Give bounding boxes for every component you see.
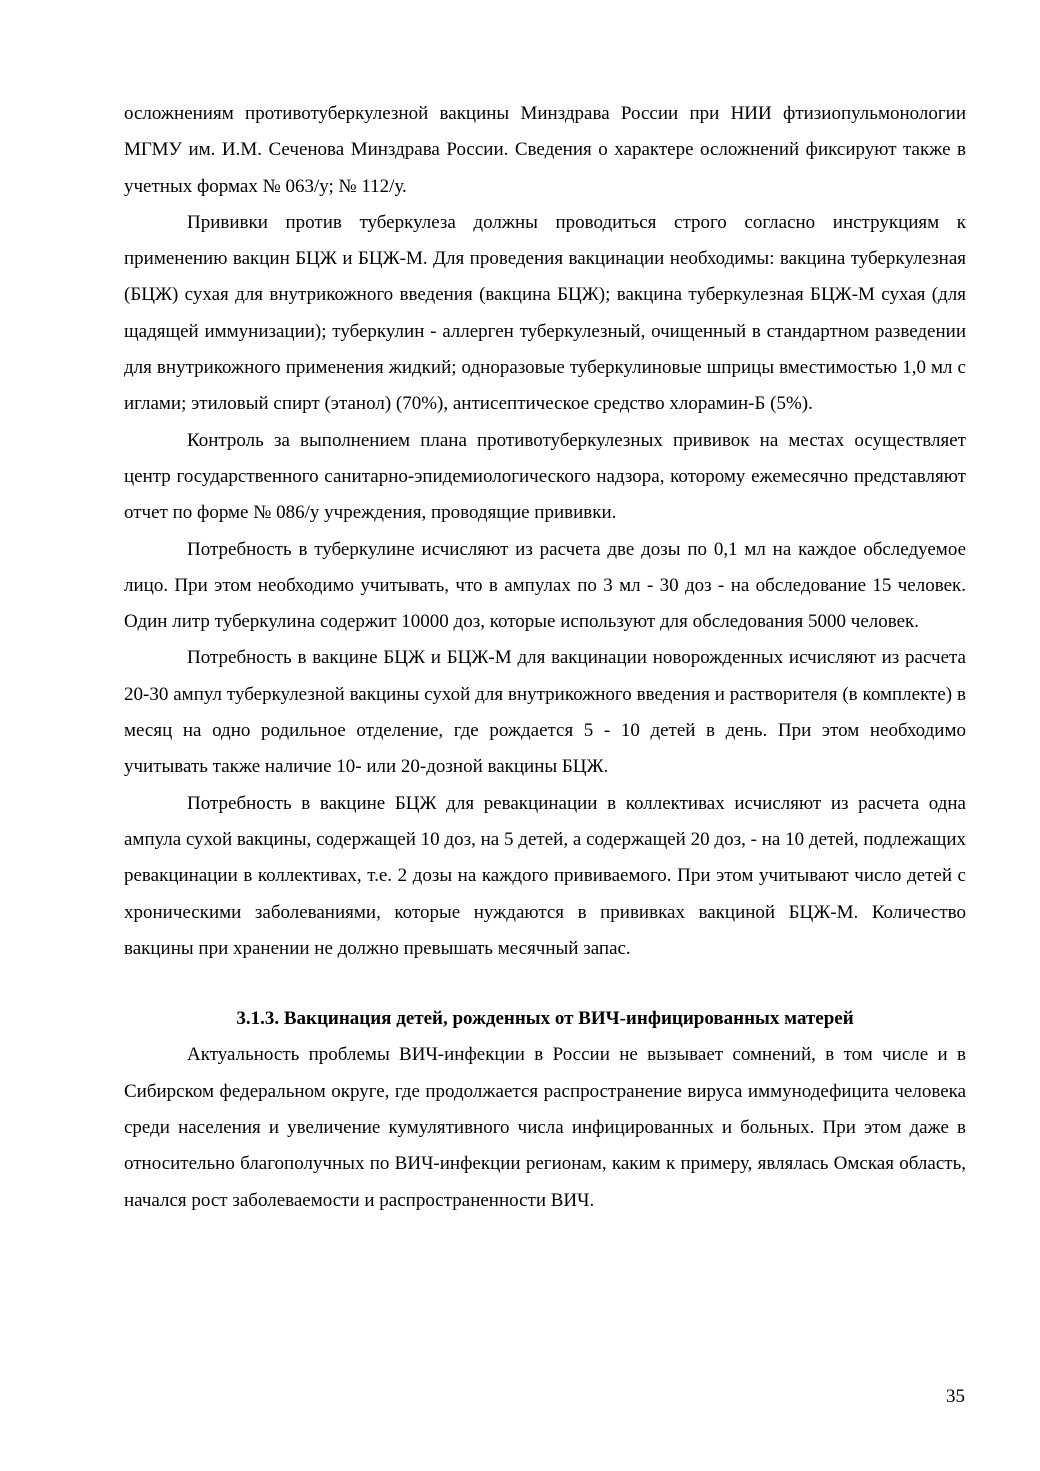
paragraph-tuberculin-need: Потребность в туберкулине исчисляют из расчета две дозы по 0,1 мл на каждое обследуемое лицо. При этом необходимо учитывать, что в ампулах по 3 мл - 30 доз - на обследование 15 человек. Один литр туберкулина содержит 10000 доз, которые используют для обследования 5000 человек. [124,538,966,633]
paragraph-vaccination-requirements: Прививки против туберкулеза должны проводиться строго согласно инструкциям к применению вакцин БЦЖ и БЦЖ-М. Для проведения вакцинации необходимы: вакцина туберкулезная (БЦЖ) сухая для внутрикожного введения (вакцина БЦЖ); вакцина туберкулезная БЦЖ-М сухая (для щадящей иммунизации); туберкулин - аллерген туберкулезный, очищенный в стандартном разведении для внутрикожного применения жидкий; одноразовые туберкулиновые шприцы вместимостью 1,0 мл с иглами; этиловый спирт (этанол) (70%), антисептическое средство хлорамин-Б (5%). [124,211,966,415]
paragraph-newborn-vaccine-need: Потребность в вакцине БЦЖ и БЦЖ-М для вакцинации новорожденных исчисляют из расчета 20-30 ампул туберкулезной вакцины сухой для внутрикожного введения и растворителя (в комплекте) в месяц на одно родильное отделение, где рождается 5 - 10 детей в день. При этом необходимо учитывать также наличие 10- или 20-дозной вакцины БЦЖ. [124,647,966,778]
paragraph-control: Контроль за выполнением плана противотуберкулезных прививок на местах осуществляет центр государственного санитарно-эпидемиологического надзора, которому ежемесячно представляют отчет по форме № 086/у учреждения, проводящие прививки. [124,429,966,524]
paragraph-continuation: осложнениям противотуберкулезной вакцины Минздрава России при НИИ фтизиопульмонологии МГМУ им. И.М. Сеченова Минздрава России. Сведения о характере осложнений фиксируют также в учетных формах № 063/у; № 112/у. [124,103,966,197]
document-page [124,96,966,1219]
paragraph-hiv-relevance: Актуальность проблемы ВИЧ-инфекции в России не вызывает сомнений, в том числе и в Сибирском федеральном округе, где продолжается распространение вируса иммунодефицита человека среди населения и увеличение кумулятивного числа инфицированных и больных. При этом даже в относительно благополучных по ВИЧ-инфекции регионам, каким к примеру, являлась Омская область, начался рост заболеваемости и распространенности ВИЧ. [124,1044,966,1211]
paragraph-revaccination-need: Потребность в вакцине БЦЖ для ревакцинации в коллективах исчисляют из расчета одна ампула сухой вакцины, содержащей 10 доз, на 5 детей, а содержащей 20 доз, - на 10 детей, подлежащих ревакцинации в коллективах, т.е. 2 дозы на каждого прививаемого. При этом учитывают число детей с хроническими заболеваниями, которые нуждаются в прививках вакциной БЦЖ-М. Количество вакцины при хранении не должно превышать месячный запас. [124,792,966,959]
section-heading: 3.1.3. Вакцинация детей, рожденных от ВИЧ-инфицированных матерей [236,1008,854,1030]
page-number: 35 [946,1386,965,1407]
